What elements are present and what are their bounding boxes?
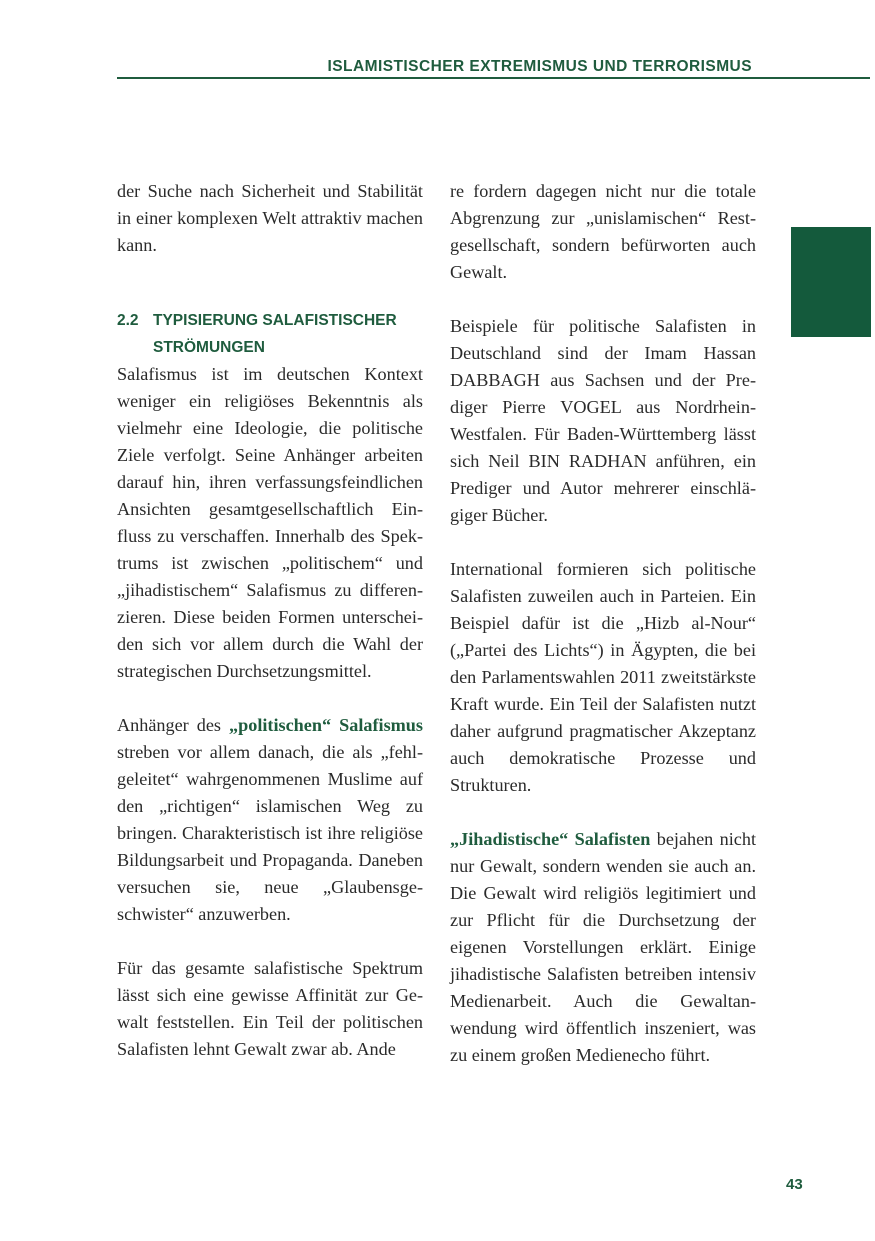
right-column — [450, 178, 756, 1069]
section-number: 2.2 — [117, 312, 139, 329]
running-header-title: ISLAMISTISCHER EXTREMISMUS UND TERRORISMUS — [327, 58, 752, 75]
paragraph-continued: der Suche nach Sicherheit und Stabilität in einer komplexen Welt attraktiv machen kann. — [117, 181, 423, 255]
paragraph: International formieren sich politische Salafisten zuweilen auch in Parteien. Ein Beispiel dafür ist die „Hizb al-Nour“ („Partei des Lichts“) in Ägypten, die bei den Parlamentswahlen 2011 zweitstärkste Kraft wurde. Ein Teil der Salafisten nutzt daher aufgrund pragmatischer Akzeptanz auch demokratische Prozesse und Strukturen. — [450, 559, 756, 795]
page-number: 43 — [786, 1176, 803, 1193]
paragraph: Salafismus ist im deutschen Kontext weniger ein religiöses Bekenntnis als vielmehr eine Ideologie, die politische Ziele verfolgt. Seine Anhänger arbeiten darauf hin, ihren verfassungsfeindlichen Ansichten gesamtgesellschaftlich Einfluss zu verschaffen. Innerhalb des Spektrums ist zwischen „politischem“ und „jihadistischem“ Salafismus zu differenzieren. Diese beiden Formen unterscheiden sich vor allem durch die Wahl der strategischen Durchsetzungsmittel. — [117, 364, 423, 681]
chapter-tab-marker — [791, 227, 871, 337]
emphasis-term: „Jihadistische“ Salafisten — [450, 829, 651, 849]
section-title-line1: TYPISIERUNG SALAFISTISCHER — [153, 312, 397, 329]
running-header — [117, 56, 870, 79]
section-title-line2: STRÖMUNGEN — [153, 339, 265, 356]
left-column — [117, 178, 423, 1063]
paragraph-continued: re fordern dagegen nicht nur die totale Abgrenzung zur „unislamischen“ Restgesellschaft, sondern befürworten auch Gewalt. — [450, 181, 756, 282]
paragraph: „Jihadistische“ Salafisten bejahen nicht nur Gewalt, sondern wenden sie auch an. Die Gewalt wird religiös legitimiert und zur Pflicht für die Durchsetzung der eigenen Vorstellungen erklärt. Einige jihadistische Salafisten betreiben intensiv Medienarbeit. Auch die Gewaltanwendung wird öffentlich inszeniert, was zu einem großen Medienecho führt. — [450, 829, 756, 1065]
paragraph: Beispiele für politische Salafisten in Deutschland sind der Imam Hassan DABBAGH aus Sachsen und der Prediger Pierre VOGEL aus Nordrhein-Westfalen. Für Baden-Württemberg lässt sich Neil BIN RADHAN anführen, ein Prediger und Autor mehrerer einschlägiger Bücher. — [450, 316, 756, 525]
section-heading — [117, 307, 423, 361]
emphasis-term: „politischen“ Salafismus — [229, 715, 423, 735]
paragraph: Anhänger des „politischen“ Salafismus streben vor allem danach, die als „fehlgeleitet“ wahrgenommenen Muslime auf den „richtigen“ islamischen Weg zu bringen. Charakteristisch ist ihre religiöse Bildungsarbeit und Propaganda. Daneben versuchen sie, neue „Glaubensgeschwister“ anzuwerben. — [117, 715, 423, 924]
paragraph: Für das gesamte salafistische Spektrum lässt sich eine gewisse Affinität zur Gewalt feststellen. Ein Teil der politischen Salafisten lehnt Gewalt zwar ab. Ande — [117, 958, 423, 1059]
